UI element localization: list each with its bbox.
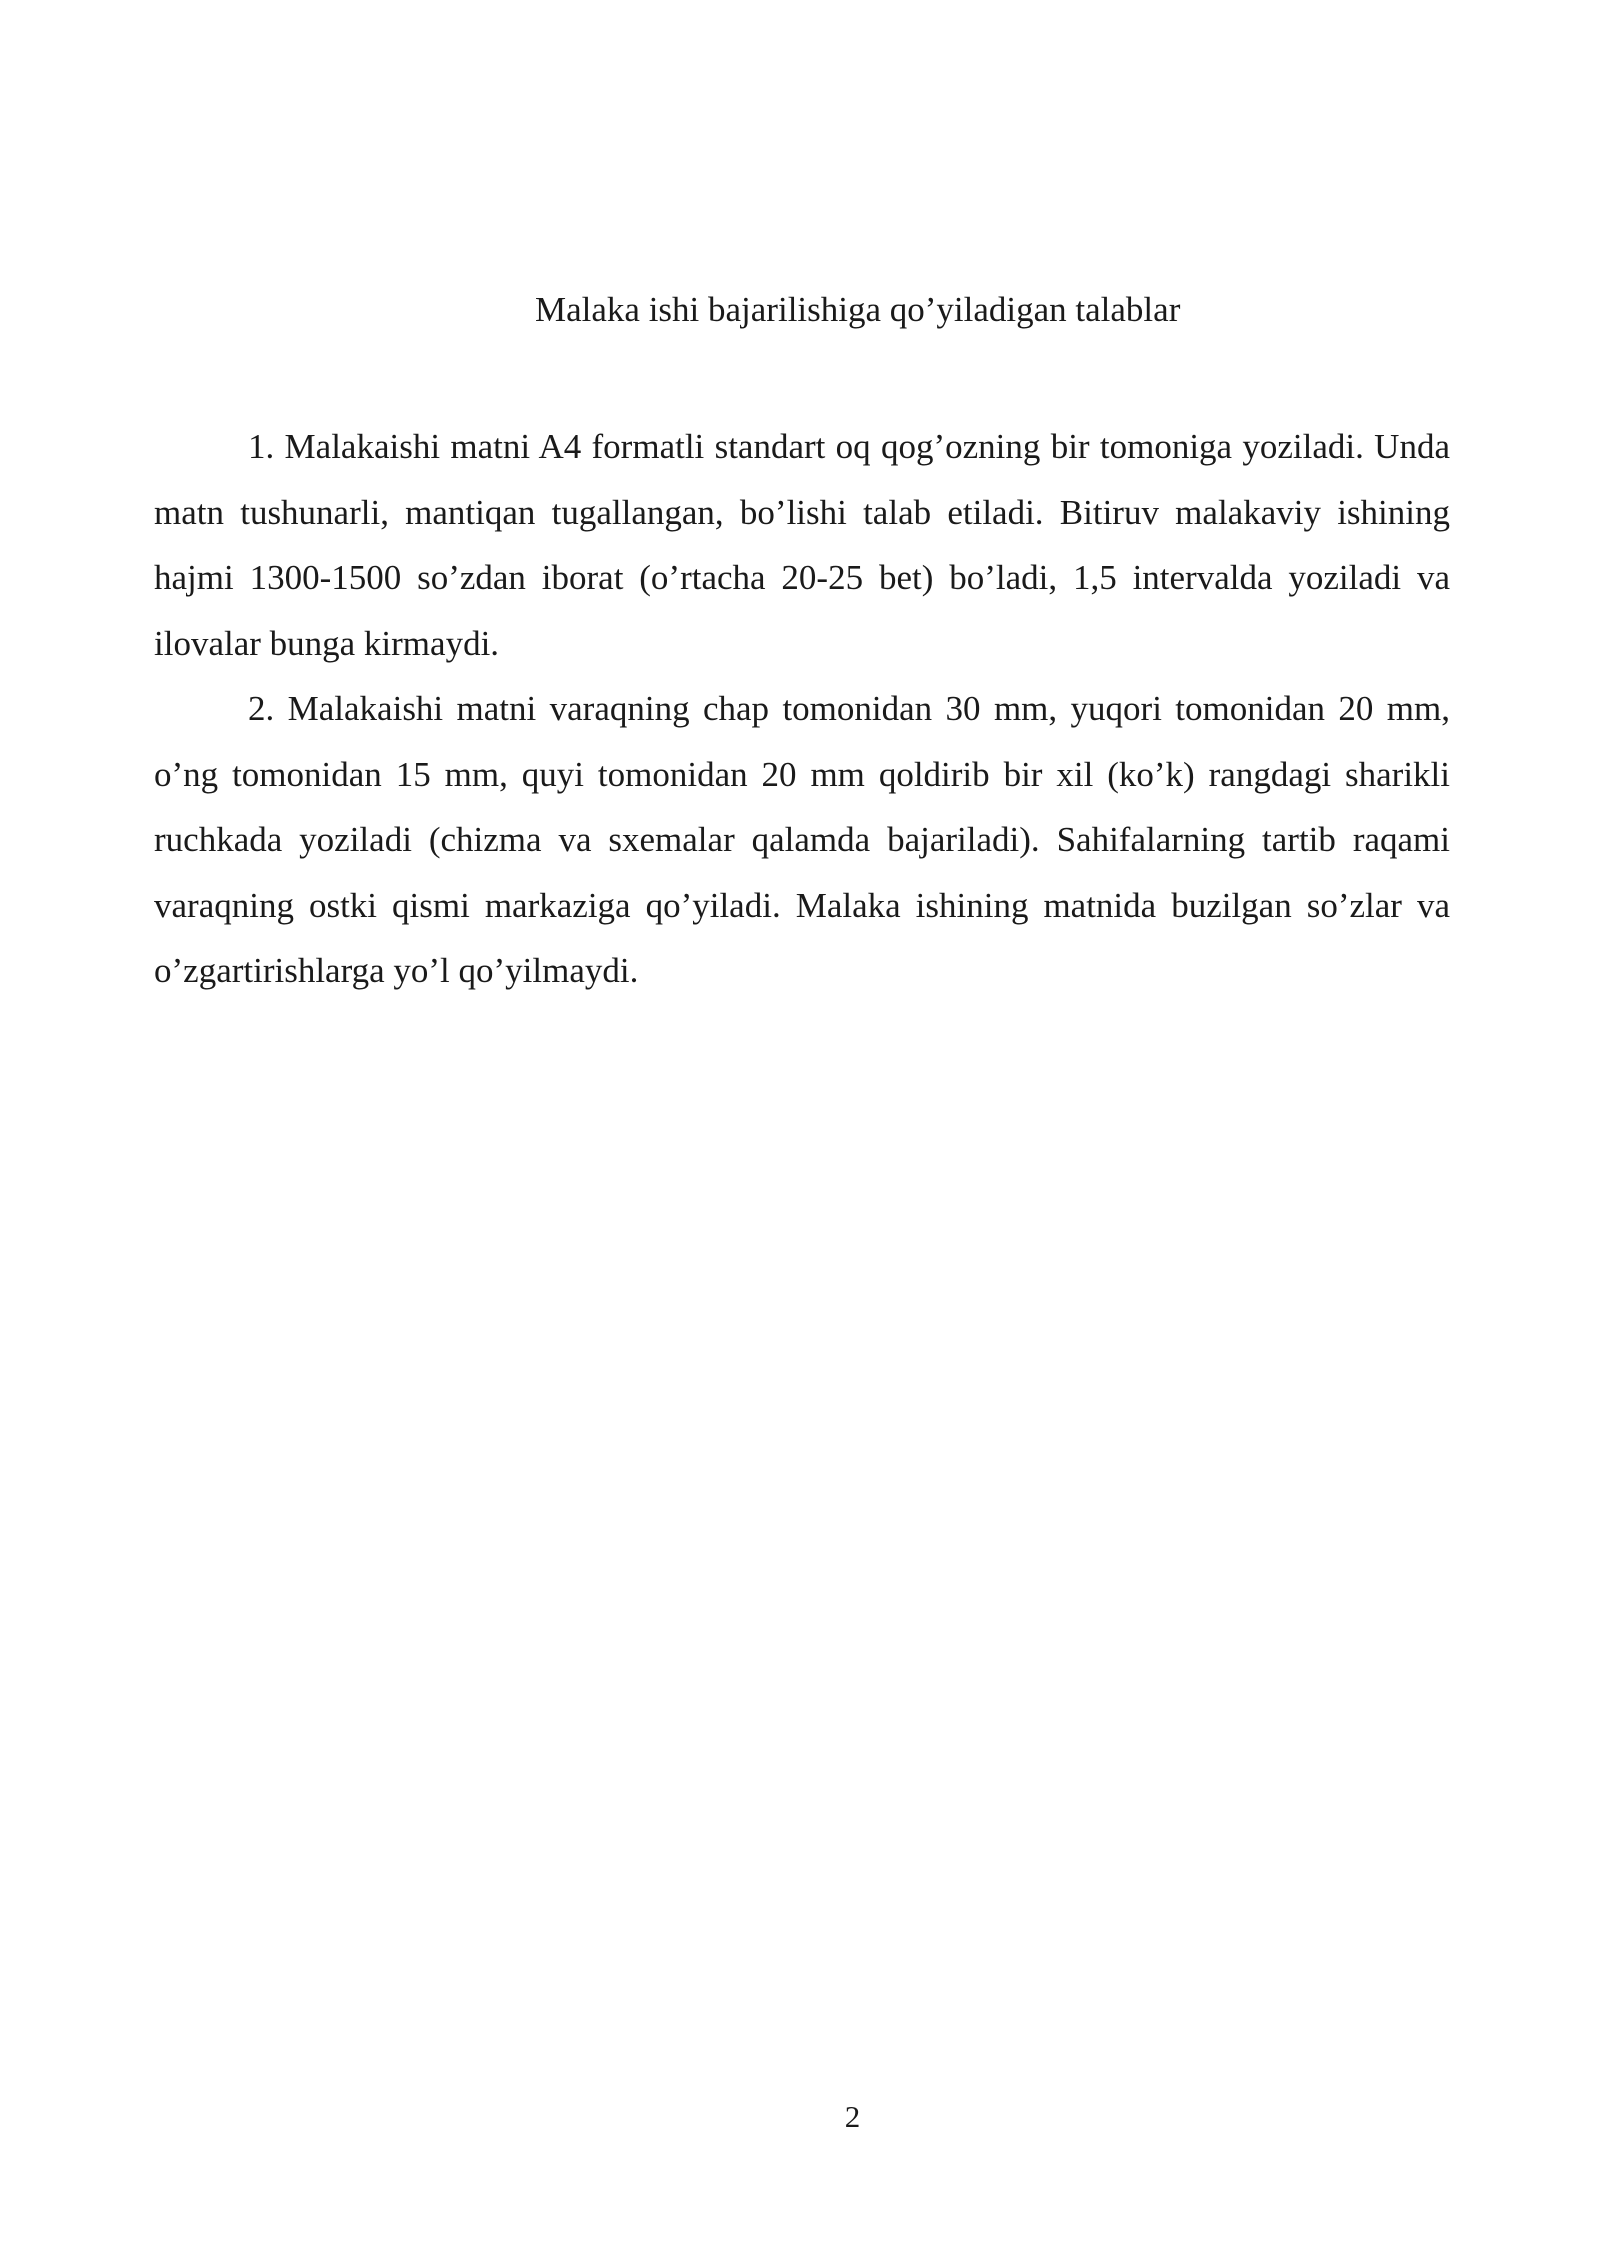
paragraph-2: 2. Malakaishi matni varaqning chap tomonidan 30 mm, yuqori tomonidan 20 mm, o’ng tomonidan 15 mm, quyi tomonidan 20 mm qoldirib bir xil (ko’k) rangdagi sharikli ruchkada yoziladi (chizma va sxemalar qalamda bajariladi). Sahifalarning tartib raqami varaqning ostki qismi markaziga qo’yiladi. Malaka ishining matnida buzilgan so’zlar va o’zgartirishlarga yo’l qo’yilmaydi. <box>154 689 1450 990</box>
page-number: 2 <box>844 2099 861 2134</box>
paragraph-1: 1. Malakaishi matni A4 formatli standart oq qog’ozning bir tomoniga yoziladi. Unda matn tushunarli, mantiqan tugallangan, bo’lishi talab etiladi. Bitiruv malakaviy ishining hajmi 1300-1500 so’zdan iborat (o’rtacha 20-25 bet) bo’ladi, 1,5 intervalda yoziladi va ilovalar bunga kirmaydi. <box>154 427 1450 663</box>
document-body <box>154 414 1450 1004</box>
document-title: Malaka ishi bajarilishiga qo’yiladigan talablar <box>535 290 1181 329</box>
